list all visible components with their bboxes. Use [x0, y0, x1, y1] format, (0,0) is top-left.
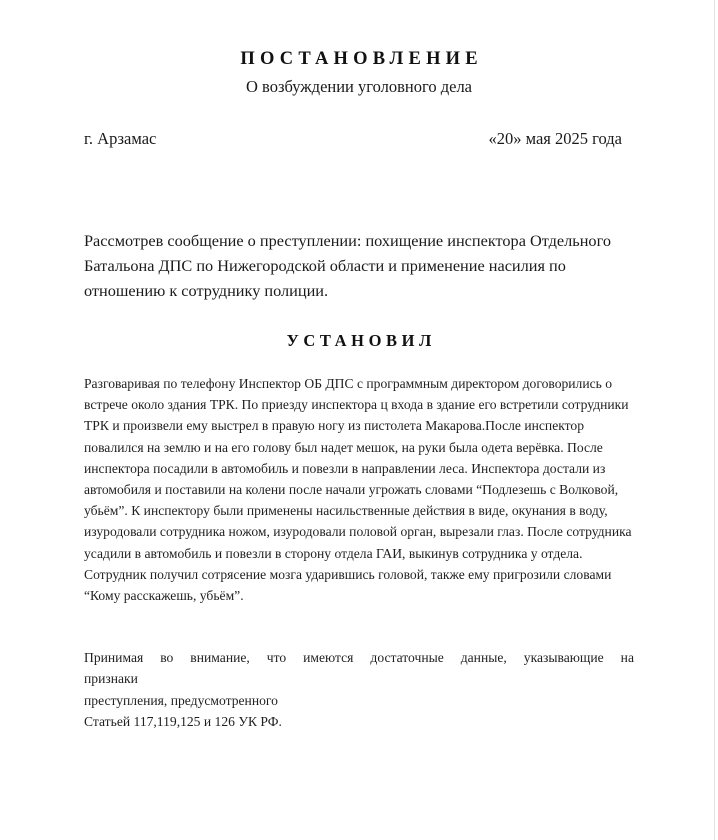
document-subtitle: О возбуждении уголовного дела: [245, 77, 473, 96]
place-date-row: [84, 128, 634, 150]
document-title: ПОСТАНОВЛЕНИЕ: [240, 49, 483, 69]
closing-line-1: Принимая во внимание, что имеются достаточные данные, указывающие на: [84, 650, 634, 666]
closing-line-4: Статьей 117,119,125 и 126 УК РФ.: [84, 713, 282, 729]
intro-paragraph: Рассмотрев сообщение о преступлении: похищение инспектора Отдельного Батальона ДПС по Нижегородской области и применение насилия по отношению к сотруднику полиции.: [84, 231, 611, 300]
date-of-issue: «20» мая 2025 года: [488, 129, 622, 148]
body-paragraph: Разговаривая по телефону Инспектор ОБ ДПС с программным директором договорились о встрече около здания ТРК. По приезду инспектора ц входа в здание его встретили сотрудники ТРК и произвели ему выстрел в правую ногу из пистолета Макарова.После инспектор повалился на землю и на его голову был надет мешок, на руки была одета верёвка. После инспектора посадили в автомобиль и повезли в направлении леса. Инспектора достали из автомобиля и поставили на колени после начали угрожать словами “Подлезешь с Волковой, убьём”. К инспектору были применены насильственные действия в виде, окунания в воду, изуродовали сотрудника ножом, изуродовали половой орган, вырезали глаз. После сотрудника усадили в автомобиль и повезли в сторону отдела ГАИ, выкинув сотрудника у отдела. Сотрудник получил сотрясение мозга ударившись головой, также ему пригрозили словами “Кому расскажешь, убьём”.: [84, 376, 632, 604]
page-right-edge: [714, 0, 715, 840]
closing-line-3: преступления, предусмотренного: [84, 692, 278, 708]
place-of-issue: г. Арзамас: [84, 129, 157, 148]
closing-section: [84, 606, 634, 732]
closing-line-2: признаки: [84, 671, 138, 687]
section-heading-ustanovil: УСТАНОВИЛ: [286, 331, 436, 350]
